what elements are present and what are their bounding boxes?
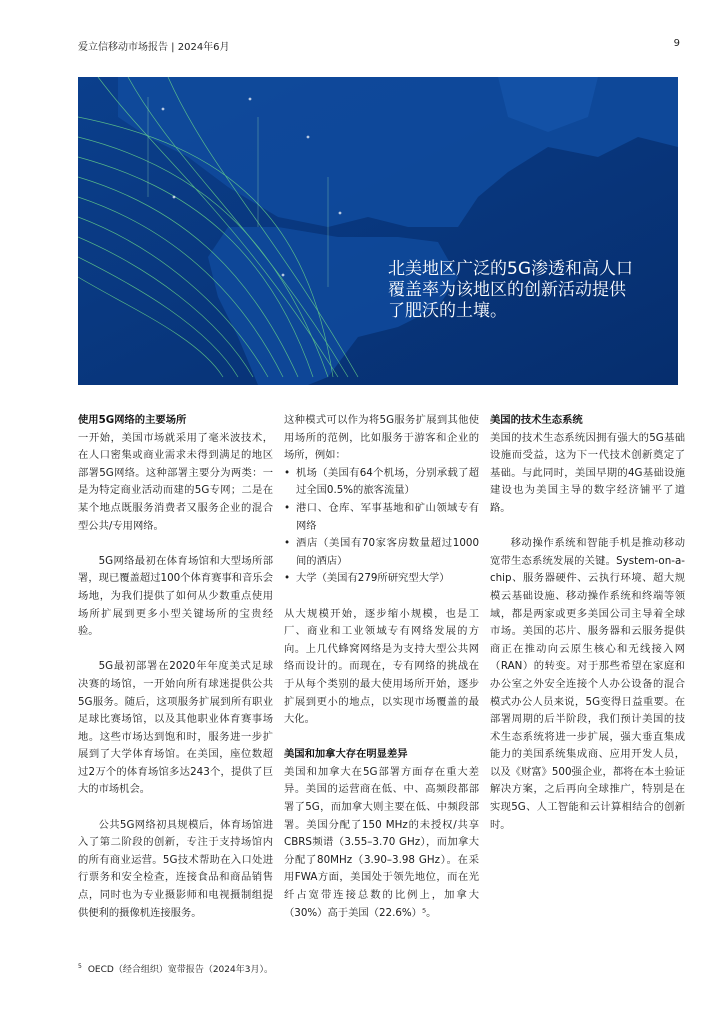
hero-caption-line2: 覆盖率为该地区的创新活动提供 bbox=[388, 280, 626, 300]
paragraph: 移动操作系统和智能手机是推动移动宽带生态系统发展的关键。System-on-a-chip、服务器硬件、云执行环境、超大规模云基础设施、移动操作系统和终端等领域，都是两家或更多美国公司主导着全球市场。美国的芯片、服务器和云服务提供商正在推动向云原生核心和无线接入网（RAN）的转变。对于那些希望在家庭和办公室之外安全连接个人办公设备的混合模式办公人员来说，5G变得日益重要。在部署周期的后半阶段，我们预计美国的技术生态系统将进一步扩展，强大垂直集成能力的美国系统集成商、应用开发人员，以及《财富》500强企业，都将在本土验证解决方案，之后再向全球推广，特别是在实现5G、人工智能和云计算相结合的创新时。 bbox=[490, 537, 685, 831]
footnote bbox=[78, 962, 273, 975]
column-left bbox=[78, 412, 273, 922]
hero-image bbox=[78, 77, 678, 385]
paragraph: 一开始，美国市场就采用了毫米波技术，在人口密集或商业需求未得到满足的地区部署5G网络。这种部署主要分为两类：一是为特定商业活动而建的5G专网；二是在某个地点既服务消费者又服务企业的混合型公共/专用网络。 bbox=[78, 431, 273, 532]
section-heading: 美国和加拿大存在明显差异 bbox=[284, 748, 408, 761]
hero-caption-line3: 了肥沃的土壤。 bbox=[388, 301, 507, 321]
paragraph: 5G最初部署在2020年年度美式足球决赛的场馆，一开始向所有球迷提供公共5G服务。随后，这项服务扩展到所有职业足球比赛场馆，以及其他职业体育赛事场地。这些市场达到饱和时，服务进一步扩展到了大学体育场馆。在美国，座位数超过2万个的体育场馆多达243个，提供了巨大的市场机会。 bbox=[78, 660, 273, 796]
north-america-map-illustration bbox=[78, 77, 678, 385]
hero-caption bbox=[388, 259, 668, 322]
footnote-text: OECD（经合组织）宽带报告（2024年3月）。 bbox=[87, 965, 273, 975]
list-item: • 酒店（美国有70家客房数量超过1000间的酒店） bbox=[284, 535, 479, 570]
column-middle bbox=[284, 412, 479, 922]
paragraph: 美国的技术生态系统因拥有强大的5G基础设施而受益，这为下一代技术创新奠定了基础。与此同时，美国早期的4G基础设施建设也为美国主导的数字经济铺平了道路。 bbox=[490, 431, 685, 514]
paragraph: 从大规模开始，逐步缩小规模，也是工厂、商业和工业领域专有网络发展的方向。上几代蜂窝网络是为支持大型公共网络而设计的。而现在，专有网络的挑战在于从每个类别的最大使用场所开始，逐步扩展到更小的地点，以实现市场覆盖的最大化。 bbox=[284, 607, 479, 726]
list-item: • 机场（美国有64个机场，分别承载了超过全国0.5%的旅客流量） bbox=[284, 465, 479, 500]
paragraph: 这种模式可以作为将5G服务扩展到其他使用场所的范例，比如服务于游客和企业的场所，例如： bbox=[284, 414, 479, 462]
list-item: • 大学（美国有279所研究型大学） bbox=[284, 570, 479, 588]
footnote-marker: 5 bbox=[78, 963, 82, 970]
column-right bbox=[490, 412, 685, 834]
section-heading: 使用5G网络的主要场所 bbox=[78, 414, 187, 426]
page-number: 9 bbox=[673, 38, 680, 49]
paragraph: 公共5G网络初具规模后，体育场馆进入了第二阶段的创新，专注于支持场馆内的所有商业运营。5G技术帮助在入口处进行票务和安全检查，连接食品和商品销售点，同时也为专业摄影师和电视摄制组提供便利的摄像机连接服务。 bbox=[78, 818, 273, 919]
section-heading: 美国的技术生态系统 bbox=[490, 414, 583, 426]
paragraph: 5G网络最初在体育场馆和大型场所部署，现已覆盖超过100个体育赛事和音乐会场地，为我们提供了如何从少数重点使用场所扩展到更多小型关键场所的宝贵经验。 bbox=[78, 554, 273, 638]
bullet-list bbox=[284, 465, 479, 588]
list-item: • 港口、仓库、军事基地和矿山领域专有网络 bbox=[284, 500, 479, 535]
hero-caption-line1: 北美地区广泛的5G渗透和高人口 bbox=[388, 259, 633, 279]
report-title: 爱立信移动市场报告 | 2024年6月 bbox=[78, 42, 230, 53]
page-header bbox=[78, 38, 680, 54]
paragraph: 美国和加拿大在5G部署方面存在重大差异。美国的运营商在低、中、高频段都部署了5G，而加拿大则主要在低、中频段部署。美国分配了150 MHz的未授权/共享CBRS频谱（3.55–3.70 GHz），而加拿大分配了80MHz（3.90–3.98 GHz）。在采用FWA方面，美国处于领先地位，而在光纤占宽带连接总数的比例上，加拿大（30%）高于美国（22.6%）⁵。 bbox=[284, 765, 479, 919]
